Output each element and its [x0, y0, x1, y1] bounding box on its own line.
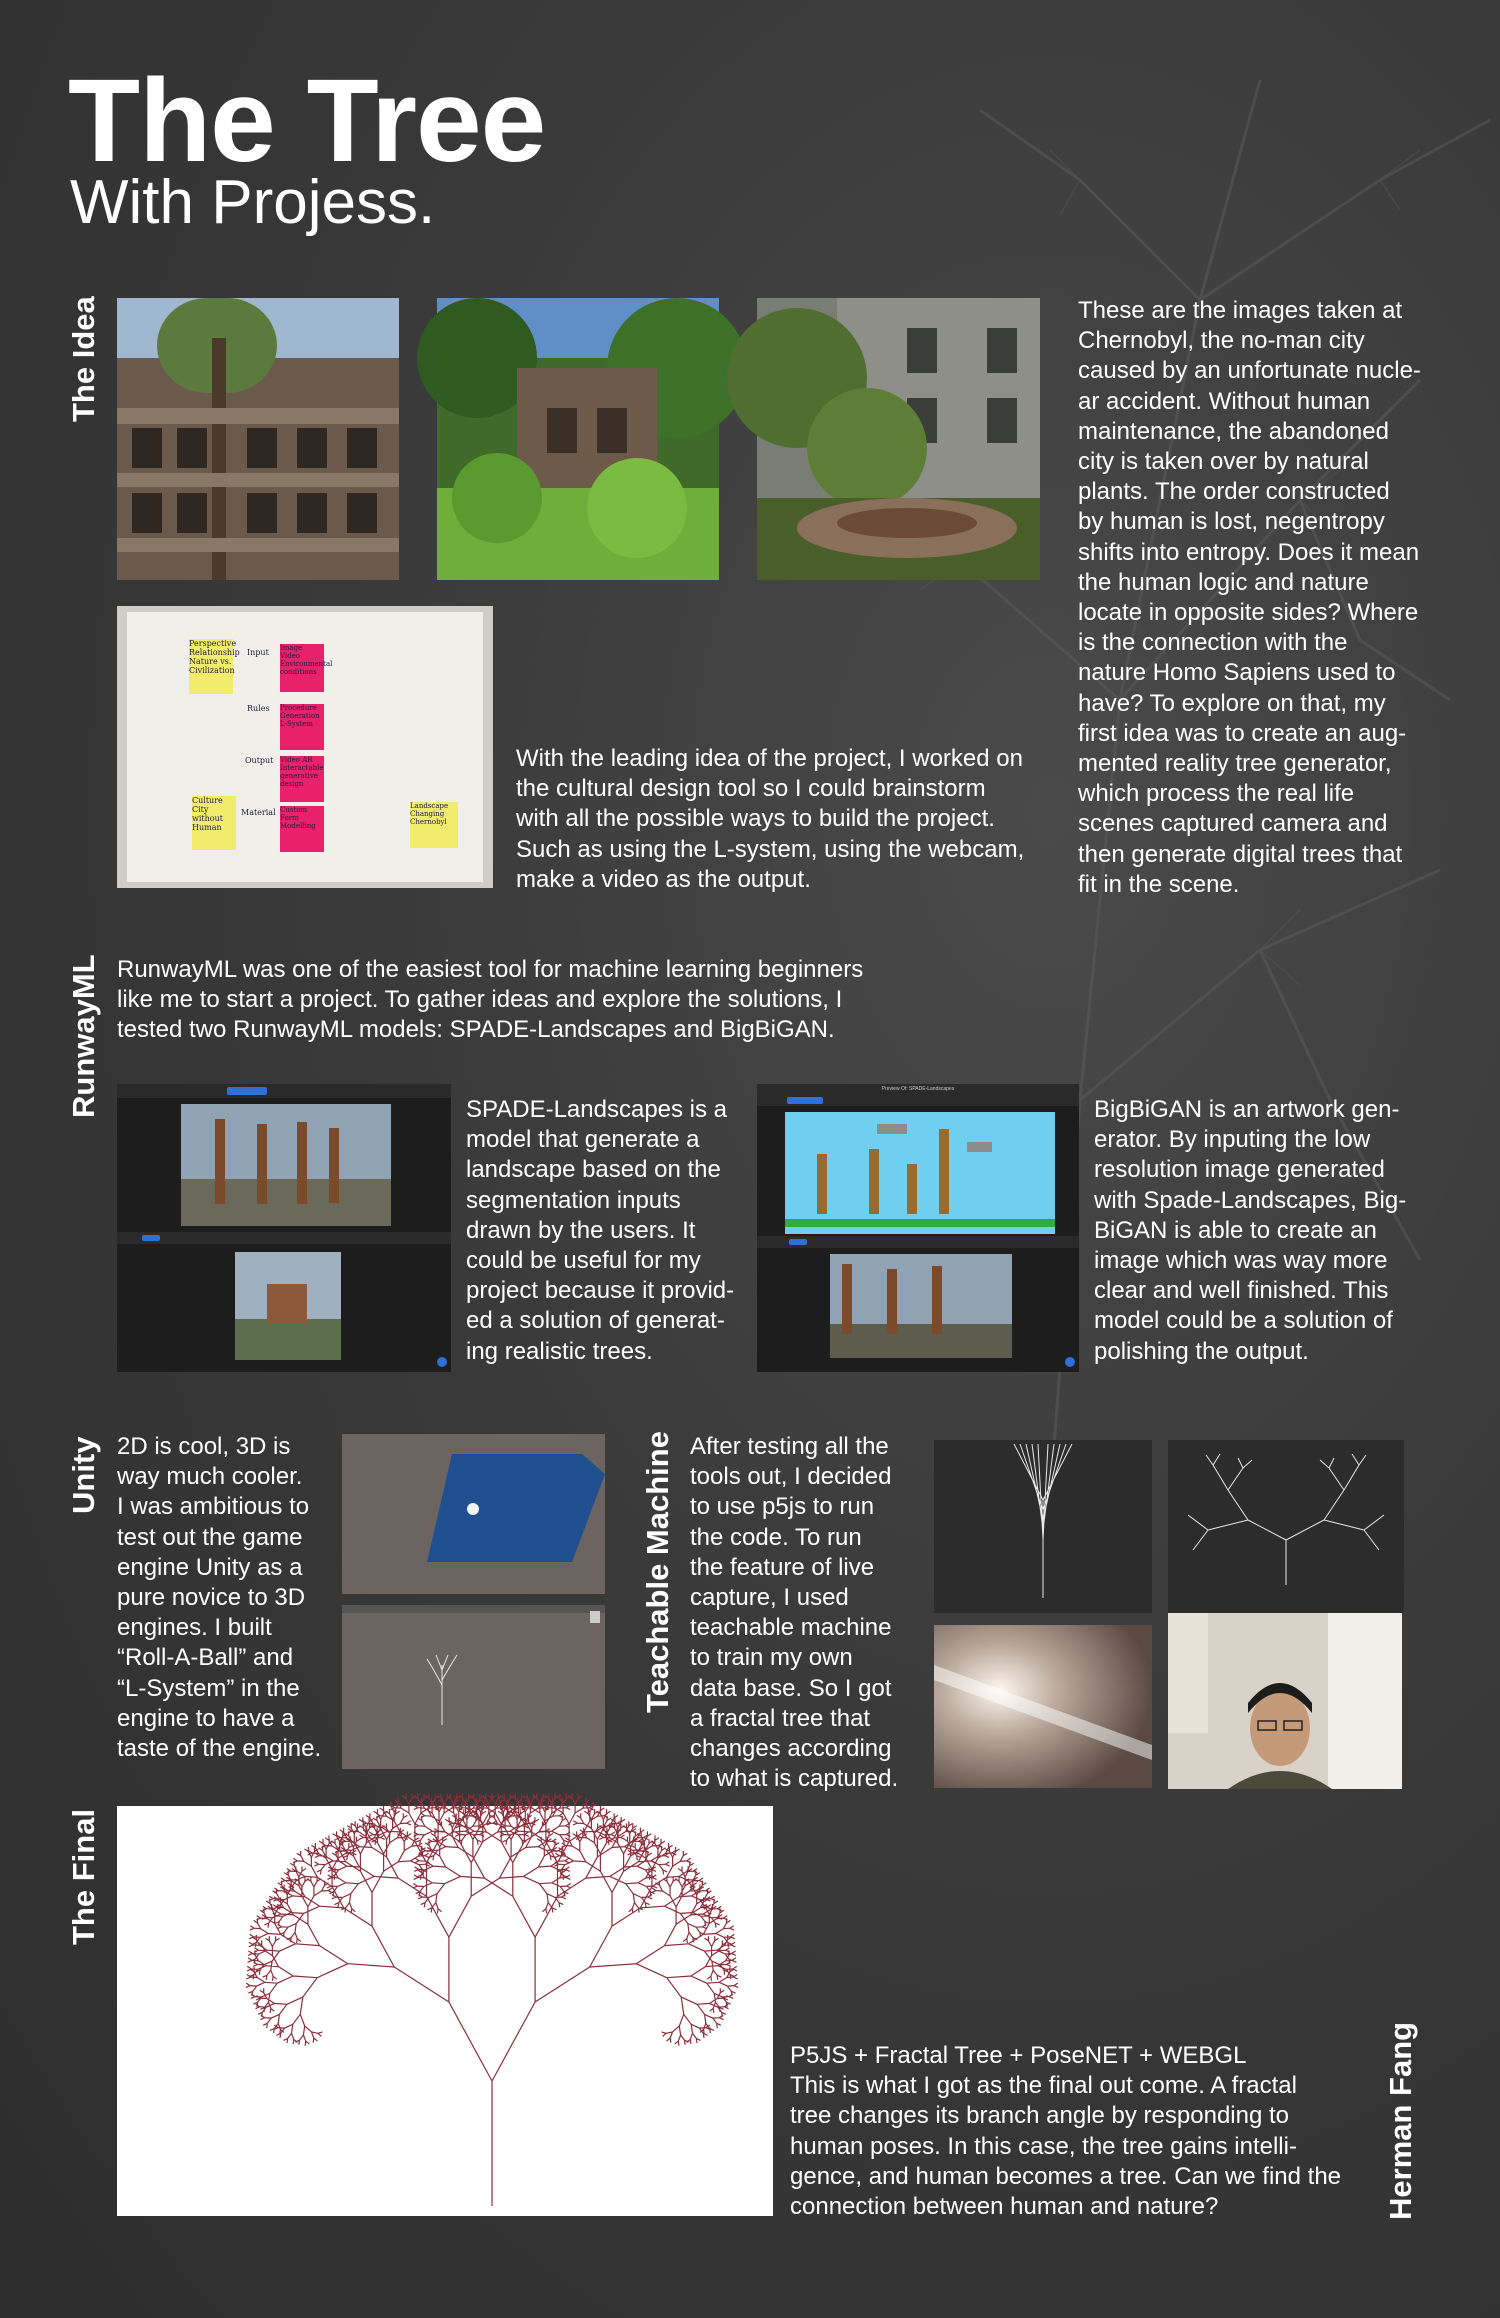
chernobyl-building-photo-1: [117, 298, 399, 580]
sticky-landscape: Landscape Changing Chernobyl: [410, 802, 449, 826]
sticky-custom-form: Custom Form Modelling: [280, 806, 316, 830]
poster-subtitle: With Projess.: [70, 168, 436, 237]
webcam-capture-bright-photo: [934, 1625, 1152, 1788]
idea-description-text: These are the images taken at Chernobyl, the no-man city caused by an unfortunate nucle- ar accident. Without human maintenance, the abandoned city is taken over by natural plants. The order constructed by human is lost, negentropy shifts into entropy. Does it mean the human logic and nature locate in opposite sides? Where is the connection with the nature Homo Sapiens used to have? To explore on that, my first idea was to create an aug- mented reality tree generator, which process the real life scenes captured camera and then generate digital trees that fit in the scene.: [1078, 297, 1421, 898]
spade-landscapes-text: SPADE-Landscapes is a model that generate a landscape based on the segmentation inputs drawn by the users. It could be useful for my project because it provid- ed a solution of generat- ing realistic trees.: [466, 1096, 735, 1365]
note-output: Output: [245, 756, 274, 765]
fractal-tree-narrow-screenshot: [934, 1440, 1152, 1613]
sticky-perspective: Perspective Relationship Nature vs. Civilization: [189, 639, 240, 675]
bigbigan-text: BigBiGAN is an artwork gen- erator. By inputing the low resolution image generated with Spade-Landscapes, Big- BiGAN is able to create an image which was way more clear and well finished. This model could be a solution of polishing the output.: [1094, 1096, 1407, 1365]
webcam-capture-person-photo: [1168, 1613, 1402, 1789]
section-label-teachable-machine: Teachable Machine: [640, 1431, 675, 1713]
sticky-procedure: Procedure Generation L-System: [280, 704, 320, 728]
section-label-idea: The Idea: [66, 296, 101, 422]
runway-intro-text: RunwayML was one of the easiest tool for machine learning beginners like me to start a project. To gather ideas and explore the solutions, I tested two RunwayML models: SPADE-Landscapes and BigBiGAN.: [117, 956, 864, 1044]
note-material: Material: [241, 808, 276, 817]
bigbigan-window-title: Preview Of: SPADE-Landscapes: [881, 1086, 955, 1092]
chernobyl-abandoned-car-photo: [757, 298, 1040, 580]
fractal-tree-branches: [246, 1794, 738, 2206]
chernobyl-overgrown-house-photo: [437, 298, 719, 580]
sticky-video-ar: Video AR Interactable generative design: [280, 756, 324, 788]
section-label-runwayml: RunwayML: [66, 954, 101, 1118]
brainstorm-whiteboard-photo: [117, 606, 493, 888]
unity-text: 2D is cool, 3D is way much cooler. I was ambitious to test out the game engine Unity as a pure novice to 3D engines. I built “Roll-A-Ball” and “L-System” in the engine to have a taste of the engine.: [117, 1433, 322, 1763]
author-name: Herman Fang: [1383, 2021, 1418, 2220]
section-label-final: The Final: [66, 1808, 101, 1945]
poster-title: The Tree: [68, 55, 546, 187]
final-description-text: P5JS + Fractal Tree + PoseNET + WEBGL This is what I got as the final out come. A fractal tree changes its branch angle by responding to human poses. In this case, the tree gains intelli- gence, and human becomes a tree. Can we find the connection between human and nature?: [790, 2042, 1342, 2221]
section-label-unity: Unity: [66, 1436, 101, 1514]
teachable-machine-text: After testing all the tools out, I decided to use p5js to run the code. To run the feature of live capture, I used teachable machine to train my own data base. So I got a fractal tree that changes according to what is captured.: [690, 1433, 899, 1793]
note-rules: Rules: [247, 704, 270, 713]
sticky-image-video: Image Video Environmental conditions: [280, 644, 333, 676]
bigbigan-screenshot: [757, 1084, 1079, 1372]
spade-landscapes-screenshot: [117, 1084, 451, 1372]
unity-l-system-screenshot: [342, 1605, 605, 1769]
sticky-culture: Culture City without Human: [192, 796, 223, 832]
final-fractal-tree-output: [117, 1806, 773, 2216]
unity-roll-a-ball-screenshot: [342, 1434, 605, 1594]
note-input: Input: [247, 648, 269, 657]
fractal-tree-wide-screenshot: [1168, 1440, 1404, 1613]
idea-brainstorm-text: With the leading idea of the project, I worked on the cultural design tool so I could brainstorm with all the possible ways to build the project. Such as using the L-system, using the webcam, make a video as the output.: [516, 745, 1025, 893]
